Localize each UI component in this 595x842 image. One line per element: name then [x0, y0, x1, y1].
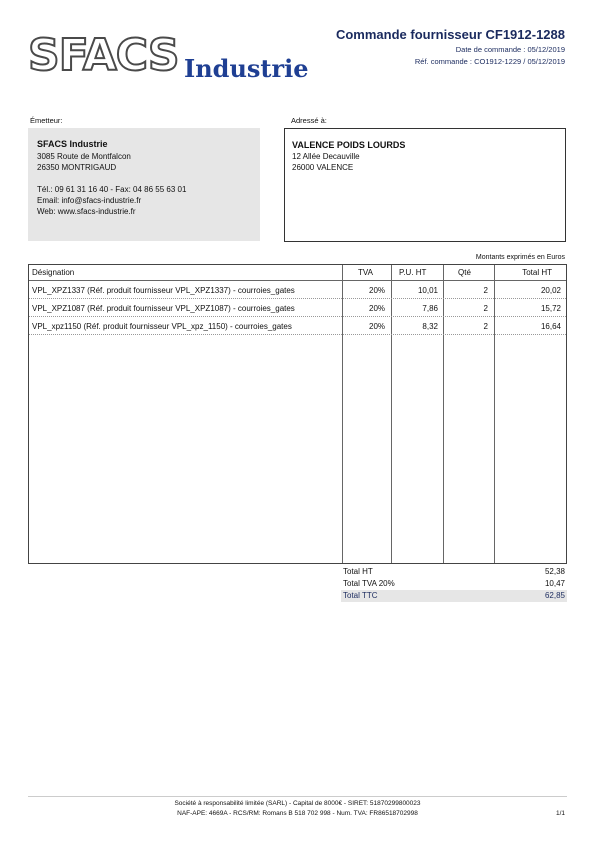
emitter-address-line2: 26350 MONTRIGAUD: [37, 163, 117, 172]
emitter-box: [28, 128, 260, 241]
recipient-address-line2: 26000 VALENCE: [292, 163, 354, 172]
logo-wordmark: SFACS: [28, 30, 179, 81]
cell-unit-price: 10,01: [417, 286, 438, 295]
cell-designation: VPL_xpz1150 (Réf. produit fournisseur VPL_xpz_1150) - courroies_gates: [32, 322, 292, 331]
total-ht-value: 52,38: [544, 567, 565, 576]
recipient-box: [284, 128, 566, 242]
cell-quantity: 2: [483, 286, 488, 295]
header-unit-price: P.U. HT: [399, 268, 427, 277]
table-row: [29, 299, 566, 317]
logo-suffix: Industrie: [184, 54, 309, 83]
order-lines-table: [28, 264, 567, 564]
cell-total: 15,72: [540, 304, 561, 313]
footer-divider: [28, 796, 567, 797]
document-title: Commande fournisseur CF1912-1288: [335, 27, 565, 42]
header-total: Total HT: [522, 268, 552, 277]
footer-legal-line1: Société à responsabilité limitée (SARL) - Capital de 8000€ - SIRET: 51870299800023: [174, 800, 421, 807]
currency-note: Montants exprimés en Euros: [475, 254, 565, 261]
cell-unit-price: 7,86: [422, 304, 438, 313]
table-row: [29, 317, 566, 335]
total-tva-value: 10,47: [544, 579, 565, 588]
total-tva-row: [341, 579, 567, 590]
footer-legal-line2: NAF-APE: 4669A - RCS/RM: Romans B 518 702 998 - Num. TVA: FR86518702998: [177, 810, 418, 817]
emitter-email: Email: info@sfacs-industrie.fr: [37, 196, 142, 205]
total-ttc-label: Total TTC: [343, 591, 378, 600]
emitter-address-line1: 3085 Route de Montfalcon: [37, 152, 131, 161]
cell-designation: VPL_XPZ1337 (Réf. produit fournisseur VPL_XPZ1337) - courroies_gates: [32, 286, 295, 295]
company-logo: [28, 30, 318, 90]
cell-tva: 20%: [369, 304, 386, 313]
order-reference: Réf. commande : CO1912-1229 / 05/12/2019: [414, 57, 565, 66]
page-number: 1/1: [555, 810, 565, 817]
table-row: [29, 281, 566, 299]
order-date: Date de commande : 05/12/2019: [455, 45, 565, 54]
cell-tva: 20%: [369, 286, 386, 295]
total-ht-row: [341, 567, 567, 578]
total-ttc-value: 62,85: [544, 591, 565, 600]
total-ttc-row: [341, 590, 567, 602]
emitter-label: Émetteur:: [30, 116, 63, 125]
cell-quantity: 2: [483, 304, 488, 313]
recipient-name: VALENCE POIDS LOURDS: [292, 140, 406, 150]
emitter-name: SFACS Industrie: [37, 139, 108, 149]
header-quantity: Qté: [458, 268, 471, 277]
cell-unit-price: 8,32: [422, 322, 438, 331]
cell-quantity: 2: [483, 322, 488, 331]
cell-tva: 20%: [369, 322, 386, 331]
recipient-address-line1: 12 Allée Decauville: [292, 152, 360, 161]
header-designation: Désignation: [32, 268, 75, 277]
total-tva-label: Total TVA 20%: [343, 579, 395, 588]
emitter-website: Web: www.sfacs-industrie.fr: [37, 207, 136, 216]
cell-designation: VPL_XPZ1087 (Réf. produit fournisseur VPL_XPZ1087) - courroies_gates: [32, 304, 295, 313]
emitter-phone: Tél.: 09 61 31 16 40 - Fax: 04 86 55 63 01: [37, 185, 187, 194]
cell-total: 20,02: [540, 286, 561, 295]
total-ht-label: Total HT: [343, 567, 373, 576]
header-tva: TVA: [358, 268, 373, 277]
cell-total: 16,64: [540, 322, 561, 331]
recipient-label: Adressé à:: [291, 116, 327, 125]
